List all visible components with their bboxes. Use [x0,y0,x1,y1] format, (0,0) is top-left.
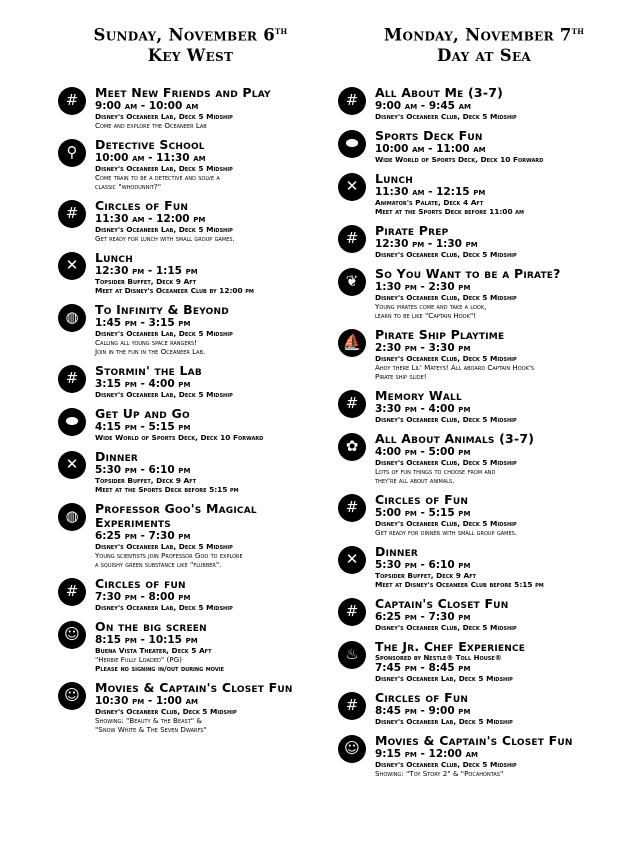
event-time: 7:30 pm - 8:00 pm [95,590,191,603]
event-location: Disney's Oceaneer Lab, Deck 5 Midship [95,389,233,399]
parrot-icon: ❦ [338,268,366,296]
event-description: Come and explore the Oceaneer Lab [95,120,207,130]
event-title: Memory Wall [375,387,462,403]
schedule-event [338,640,630,683]
event-time: 10:00 am - 11:00 am [375,142,486,155]
event-title: Movies & Captain's Closet Fun [375,732,573,748]
day-column-monday [338,22,630,786]
day-header [338,22,630,66]
tic-tac-toe-icon: # [58,578,86,606]
event-title: On the big screen [95,618,207,634]
event-location: Disney's Oceaneer Lab, Deck 5 Midship [95,163,233,173]
event-note: Meet at Disney's Oceaneer Club by 12:00 pm [95,285,254,295]
schedule-event [338,267,630,320]
schedule-event [58,620,323,673]
event-location: Disney's Oceaneer Club, Deck 5 Midship [375,414,517,424]
event-title: Sports Deck Fun [375,127,483,143]
schedule-event [58,502,323,569]
event-title: Circles of Fun [375,689,469,705]
event-description: Young pirates come and take a look, [375,301,487,311]
event-list [58,86,323,734]
event-location: Disney's Oceaneer Lab, Deck 5 Midship [95,328,233,338]
schedule-event [58,407,323,442]
event-description: Lots of fun things to choose from and [375,466,496,476]
schedule-event [58,138,323,191]
event-description: learn to be like "Captain Hook"! [375,310,477,320]
event-title: The Jr. Chef Experience [375,638,526,654]
event-location: Disney's Oceaneer Club, Deck 5 Midship [95,706,237,716]
schedule-event [338,545,630,589]
schedule-event [338,597,630,632]
fork-knife-icon: ✕ [58,252,86,280]
event-time: 5:00 pm - 5:15 pm [375,506,471,519]
event-description: Join in the fun in the Oceaneer Lab. [95,346,206,356]
event-title: To Infinity & Beyond [95,301,229,317]
event-location: Disney's Oceaneer Club, Deck 5 Midship [375,518,517,528]
planet-icon: ◍ [58,304,86,332]
event-description: Calling all young space rangers! [95,337,198,347]
planet-icon: ◍ [58,503,86,531]
day-column-sunday [58,22,323,742]
event-time: 11:30 am - 12:15 pm [375,185,486,198]
event-description: classic "whodunnit?" [95,181,161,191]
pirate-ship-icon: ⛵ [338,329,366,357]
event-location: Disney's Oceaneer Club, Deck 5 Midship [375,622,517,632]
event-title: Circles of fun [95,575,186,591]
event-title: Pirate Ship Playtime [375,326,505,342]
event-location: Disney's Oceaneer Lab, Deck 5 Midship [375,716,513,726]
event-time: 6:25 pm - 7:30 pm [375,610,471,623]
fork-knife-icon: ✕ [58,451,86,479]
fork-knife-icon: ✕ [338,546,366,574]
event-note: Meet at Disney's Oceaneer Club before 5:15 pm [375,579,544,589]
event-location: Disney's Oceaneer Club, Deck 5 Midship [375,292,517,302]
event-time: 7:45 pm - 8:45 pm [375,661,471,674]
schedule-event [338,432,630,485]
day-date: Sunday, November 6 [93,25,276,45]
schedule-event [338,389,630,424]
schedule-event [58,251,323,295]
event-title: Meet New Friends and Play [95,84,271,100]
event-title: Dinner [375,543,419,559]
event-description: Young scientists join Professor Goo to explore [95,550,243,560]
event-location: Topsider Buffet, Deck 9 Aft [95,276,197,286]
event-title: All About Animals (3-7) [375,430,535,446]
event-time: 1:30 pm - 2:30 pm [375,280,471,293]
schedule-event [58,86,323,130]
event-list [338,86,630,778]
theater-masks-icon: ☺ [58,621,86,649]
event-location: Wide World of Sports Deck, Deck 10 Forward [95,432,264,442]
football-icon: ⬬ [58,408,86,436]
schedule-event [58,303,323,356]
theater-masks-icon: ☺ [338,735,366,763]
schedule-event [58,681,323,734]
event-time: 5:30 pm - 6:10 pm [375,558,471,571]
event-time: 9:00 am - 10:00 am [95,99,199,112]
tic-tac-toe-icon: # [338,598,366,626]
schedule-event [338,328,630,381]
event-title: Circles of Fun [95,197,189,213]
magnifying-glass-icon: ⚲ [58,139,86,167]
event-time: 10:30 pm - 1:00 am [95,694,198,707]
event-title: Circles of Fun [375,491,469,507]
fork-knife-icon: ✕ [338,173,366,201]
tic-tac-toe-icon: # [338,390,366,418]
event-description: "Herbie Fully Loaded" (PG) [95,654,182,664]
schedule-event [338,734,630,778]
event-time: 4:00 pm - 5:00 pm [375,445,471,458]
event-title: Get Up and Go [95,405,190,421]
event-note: Meet at the Sports Deck before 5:15 pm [95,484,239,494]
event-time: 9:15 pm - 12:00 am [375,747,478,760]
event-title: Captain's Closet Fun [375,595,509,611]
event-title: All About Me (3-7) [375,84,504,100]
event-time: 3:30 pm - 4:00 pm [375,402,471,415]
event-location: Disney's Oceaneer Lab, Deck 5 Midship [95,111,233,121]
schedule-event [338,691,630,726]
event-time: 2:30 pm - 3:30 pm [375,341,471,354]
event-title: Pirate Prep [375,222,449,238]
event-time: 6:25 pm - 7:30 pm [95,529,191,542]
event-time: 10:00 am - 11:30 am [95,151,206,164]
schedule-event [338,493,630,537]
event-title: So You Want to be a Pirate? [375,265,561,281]
event-time: 3:15 pm - 4:00 pm [95,377,191,390]
event-location: Disney's Oceaneer Club, Deck 5 Midship [375,457,517,467]
theater-masks-icon: ☺ [58,682,86,710]
day-ordinal: th [275,26,288,37]
event-title: Detective School [95,136,205,152]
schedule-event [58,199,323,243]
event-description: "Snow White & The Seven Dwarfs" [95,724,207,734]
day-date: Monday, November 7 [383,25,572,45]
event-location: Disney's Oceaneer Lab, Deck 5 Midship [375,673,513,683]
event-location: Topsider Buffet, Deck 9 Aft [95,475,197,485]
schedule-event [338,129,630,164]
schedule-event [58,450,323,494]
day-ordinal: th [571,26,585,37]
event-location: Animator's Palate, Deck 4 Aft [375,197,484,207]
event-description: Pirate ship slide! [375,371,427,381]
tic-tac-toe-icon: # [338,692,366,720]
schedule-event [338,172,630,216]
event-description: Ahoy there Lil' Mateys! All aboard Captain Hook's [375,362,535,372]
palette-icon: ✿ [338,433,366,461]
event-title: Movies & Captain's Closet Fun [95,679,293,695]
event-location: Wide World of Sports Deck, Deck 10 Forward [375,154,544,164]
event-location: Disney's Oceaneer Club, Deck 5 Midship [375,759,517,769]
event-location: Buena Vista Theater, Deck 5 Aft [95,645,212,655]
football-icon: ⬬ [338,130,366,158]
event-time: 11:30 am - 12:00 pm [95,212,206,225]
event-description: a squishy green substance like "flubber". [95,559,222,569]
event-title: Professor Goo's Magical Experiments [95,500,257,530]
event-location: Disney's Oceaneer Lab, Deck 5 Midship [95,541,233,551]
schedule-event [338,86,630,121]
event-time: 4:15 pm - 5:15 pm [95,420,191,433]
event-title: Dinner [95,448,139,464]
tic-tac-toe-icon: # [338,494,366,522]
tic-tac-toe-icon: # [58,87,86,115]
event-location: Disney's Oceaneer Lab, Deck 5 Midship [95,602,233,612]
event-description: Get ready for lunch with small group games. [95,233,235,243]
event-note: Please no signing in/out during movie [95,663,225,673]
event-description: they're all about animals. [375,475,455,485]
event-sponsor: Sponsored by Nestle® Toll House® [375,653,502,662]
tic-tac-toe-icon: # [58,200,86,228]
event-time: 8:15 pm - 10:15 pm [95,633,198,646]
schedule-event [338,224,630,259]
day-location: Key West [147,45,234,65]
event-location: Disney's Oceaneer Club, Deck 5 Midship [375,249,517,259]
event-title: Lunch [375,170,413,186]
event-time: 1:45 pm - 3:15 pm [95,316,191,329]
chef-hat-icon: ♨ [338,641,366,669]
event-time: 5:30 pm - 6:10 pm [95,463,191,476]
event-title: Stormin' the Lab [95,362,202,378]
event-description: Get ready for dinner with small group games. [375,527,518,537]
tic-tac-toe-icon: # [58,365,86,393]
event-description: Come train to be a detective and solve a [95,172,220,182]
event-time: 12:30 pm - 1:15 pm [95,264,198,277]
day-header [58,22,323,66]
event-title: Lunch [95,249,133,265]
schedule-event [58,577,323,612]
event-note: Meet at the Sports Deck before 11:00 am [375,206,525,216]
schedule-event [58,364,323,399]
event-time: 8:45 pm - 9:00 pm [375,704,471,717]
event-location: Disney's Oceaneer Club, Deck 5 Midship [375,111,517,121]
tic-tac-toe-icon: # [338,87,366,115]
event-location: Topsider Buffet, Deck 9 Aft [375,570,477,580]
tic-tac-toe-icon: # [338,225,366,253]
event-location: Disney's Oceaneer Lab, Deck 5 Midship [95,224,233,234]
event-description: Showing: "Beauty & the Beast" & [95,715,202,725]
event-location: Disney's Oceaneer Club, Deck 5 Midship [375,353,517,363]
event-description: Showing: "Toy Story 2" & "Pocahontas" [375,768,504,778]
event-time: 9:00 am - 9:45 am [375,99,471,112]
event-time: 12:30 pm - 1:30 pm [375,237,478,250]
day-location: Day at Sea [436,45,532,65]
